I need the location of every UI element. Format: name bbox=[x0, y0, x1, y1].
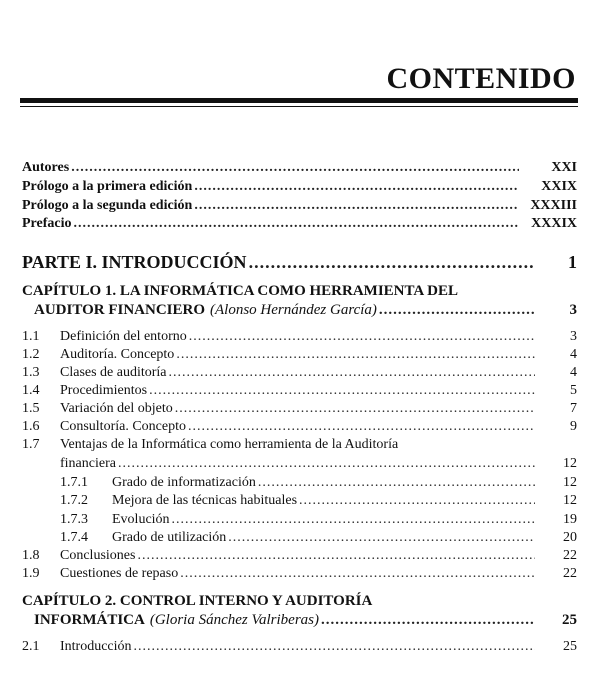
section-label: Procedimientos bbox=[60, 383, 148, 398]
toc-section[interactable] bbox=[22, 365, 577, 381]
subsection-label: Grado de informatización bbox=[112, 475, 256, 490]
dot-leader bbox=[175, 401, 535, 417]
toc-label: Prefacio bbox=[22, 216, 72, 231]
section-label: Auditoría. Concepto bbox=[60, 347, 175, 362]
toc-section[interactable] bbox=[22, 383, 577, 399]
dot-leader bbox=[379, 302, 535, 319]
subsection-number: 1.7.3 bbox=[60, 512, 88, 527]
title-rule-thin bbox=[20, 106, 578, 107]
toc-page: XXXIII bbox=[530, 198, 577, 213]
dot-leader bbox=[180, 566, 535, 582]
toc-section[interactable] bbox=[22, 419, 577, 435]
chapter-1-title-line2[interactable] bbox=[22, 302, 577, 319]
chapter-2-title-line1[interactable]: CAPÍTULO 2. CONTROL INTERNO Y AUDITORÍA bbox=[22, 593, 373, 609]
section-number: 1.4 bbox=[22, 383, 40, 398]
subsection-number: 1.7.1 bbox=[60, 475, 88, 490]
section-number: 1.8 bbox=[22, 548, 40, 563]
chapter-author: (Alonso Hernández García) bbox=[210, 302, 377, 318]
toc-entry-prologo-segunda[interactable] bbox=[22, 198, 577, 214]
toc-page: XXIX bbox=[541, 179, 577, 194]
section-number: 1.9 bbox=[22, 566, 40, 581]
section-label: Variación del objeto bbox=[60, 401, 173, 416]
chapter-1-title-line1[interactable]: CAPÍTULO 1. LA INFORMÁTICA COMO HERRAMIENTA DEL bbox=[22, 283, 459, 299]
dot-leader bbox=[188, 419, 535, 435]
toc-page: 9 bbox=[570, 419, 577, 434]
toc-page: 3 bbox=[570, 329, 577, 344]
toc-section-1-7-line1[interactable] bbox=[22, 437, 577, 453]
toc-page: 25 bbox=[562, 612, 577, 628]
section-label: Cuestiones de repaso bbox=[60, 566, 179, 581]
toc-page: 12 bbox=[563, 475, 577, 490]
section-number: 1.2 bbox=[22, 347, 40, 362]
dot-leader bbox=[118, 456, 535, 472]
subsection-label: Mejora de las técnicas habituales bbox=[112, 493, 298, 508]
toc-entry-prologo-primera[interactable] bbox=[22, 179, 577, 195]
toc-entry-prefacio[interactable] bbox=[22, 216, 577, 232]
toc-subsection[interactable] bbox=[22, 475, 577, 491]
toc-page: XXXIX bbox=[531, 216, 577, 231]
section-number: 1.7 bbox=[22, 437, 40, 452]
chapter-label: AUDITOR FINANCIERO bbox=[34, 302, 205, 318]
toc-part-1[interactable] bbox=[22, 252, 577, 273]
dot-leader bbox=[169, 365, 535, 381]
dot-leader bbox=[176, 347, 535, 363]
toc-subsection[interactable] bbox=[22, 493, 577, 509]
section-label: Clases de auditoría bbox=[60, 365, 167, 380]
toc-page: 22 bbox=[563, 548, 577, 563]
page-title: CONTENIDO bbox=[386, 62, 576, 95]
toc-section-1-7-line2[interactable] bbox=[22, 456, 577, 472]
dot-leader bbox=[134, 639, 535, 655]
dot-leader bbox=[249, 252, 535, 273]
toc-page: 12 bbox=[563, 456, 577, 471]
toc-page: 4 bbox=[570, 365, 577, 380]
dot-leader bbox=[149, 383, 535, 399]
toc-section[interactable] bbox=[22, 639, 577, 655]
section-label: Conclusiones bbox=[60, 548, 136, 563]
dot-leader bbox=[172, 512, 535, 528]
toc-entry-autores[interactable] bbox=[22, 160, 577, 176]
dot-leader bbox=[194, 179, 519, 195]
dot-leader bbox=[258, 475, 535, 491]
toc-page: 19 bbox=[563, 512, 577, 527]
toc-label: Prólogo a la primera edición bbox=[22, 179, 193, 194]
dot-leader bbox=[299, 493, 535, 509]
toc-page: 4 bbox=[570, 347, 577, 362]
dot-leader bbox=[228, 530, 535, 546]
chapter-author: (Gloria Sánchez Valriberas) bbox=[149, 612, 319, 628]
section-label: Consultoría. Concepto bbox=[60, 419, 186, 434]
toc-section[interactable] bbox=[22, 548, 577, 564]
chapter-2-title-line2[interactable] bbox=[22, 612, 577, 629]
section-number: 2.1 bbox=[22, 639, 40, 654]
section-number: 1.3 bbox=[22, 365, 40, 380]
title-rule bbox=[20, 98, 578, 103]
toc-page: 20 bbox=[563, 530, 577, 545]
section-number: 1.1 bbox=[22, 329, 40, 344]
section-label: Ventajas de la Informática como herramienta de la Auditoría bbox=[60, 437, 399, 452]
toc-label: Prólogo a la segunda edición bbox=[22, 198, 193, 213]
section-label: Introducción bbox=[60, 639, 132, 654]
toc-section[interactable] bbox=[22, 329, 577, 345]
toc-label: Autores bbox=[22, 160, 70, 175]
subsection-label: Evolución bbox=[112, 512, 170, 527]
toc-subsection[interactable] bbox=[22, 530, 577, 546]
toc-page: 7 bbox=[570, 401, 577, 416]
toc-section[interactable] bbox=[22, 347, 577, 363]
toc-page: 3 bbox=[569, 302, 577, 318]
section-label: financiera bbox=[60, 456, 116, 471]
toc-page: XXI bbox=[551, 160, 577, 175]
dot-leader bbox=[189, 329, 535, 345]
dot-leader bbox=[74, 216, 520, 232]
toc-section[interactable] bbox=[22, 566, 577, 582]
toc-page: 22 bbox=[563, 566, 577, 581]
toc-page: 12 bbox=[563, 493, 577, 508]
chapter-label: INFORMÁTICA bbox=[34, 612, 145, 628]
dot-leader bbox=[194, 198, 519, 214]
part-label: PARTE I. INTRODUCCIÓN bbox=[22, 252, 247, 272]
section-label: Definición del entorno bbox=[60, 329, 187, 344]
section-number: 1.5 bbox=[22, 401, 40, 416]
toc-subsection[interactable] bbox=[22, 512, 577, 528]
subsection-label: Grado de utilización bbox=[112, 530, 227, 545]
subsection-number: 1.7.4 bbox=[60, 530, 88, 545]
toc-page: 25 bbox=[563, 639, 577, 654]
dot-leader bbox=[71, 160, 519, 176]
section-number: 1.6 bbox=[22, 419, 40, 434]
toc-section[interactable] bbox=[22, 401, 577, 417]
dot-leader bbox=[137, 548, 535, 564]
dot-leader bbox=[321, 612, 535, 629]
toc-page: 5 bbox=[570, 383, 577, 398]
subsection-number: 1.7.2 bbox=[60, 493, 88, 508]
toc-page: 1 bbox=[568, 252, 577, 272]
